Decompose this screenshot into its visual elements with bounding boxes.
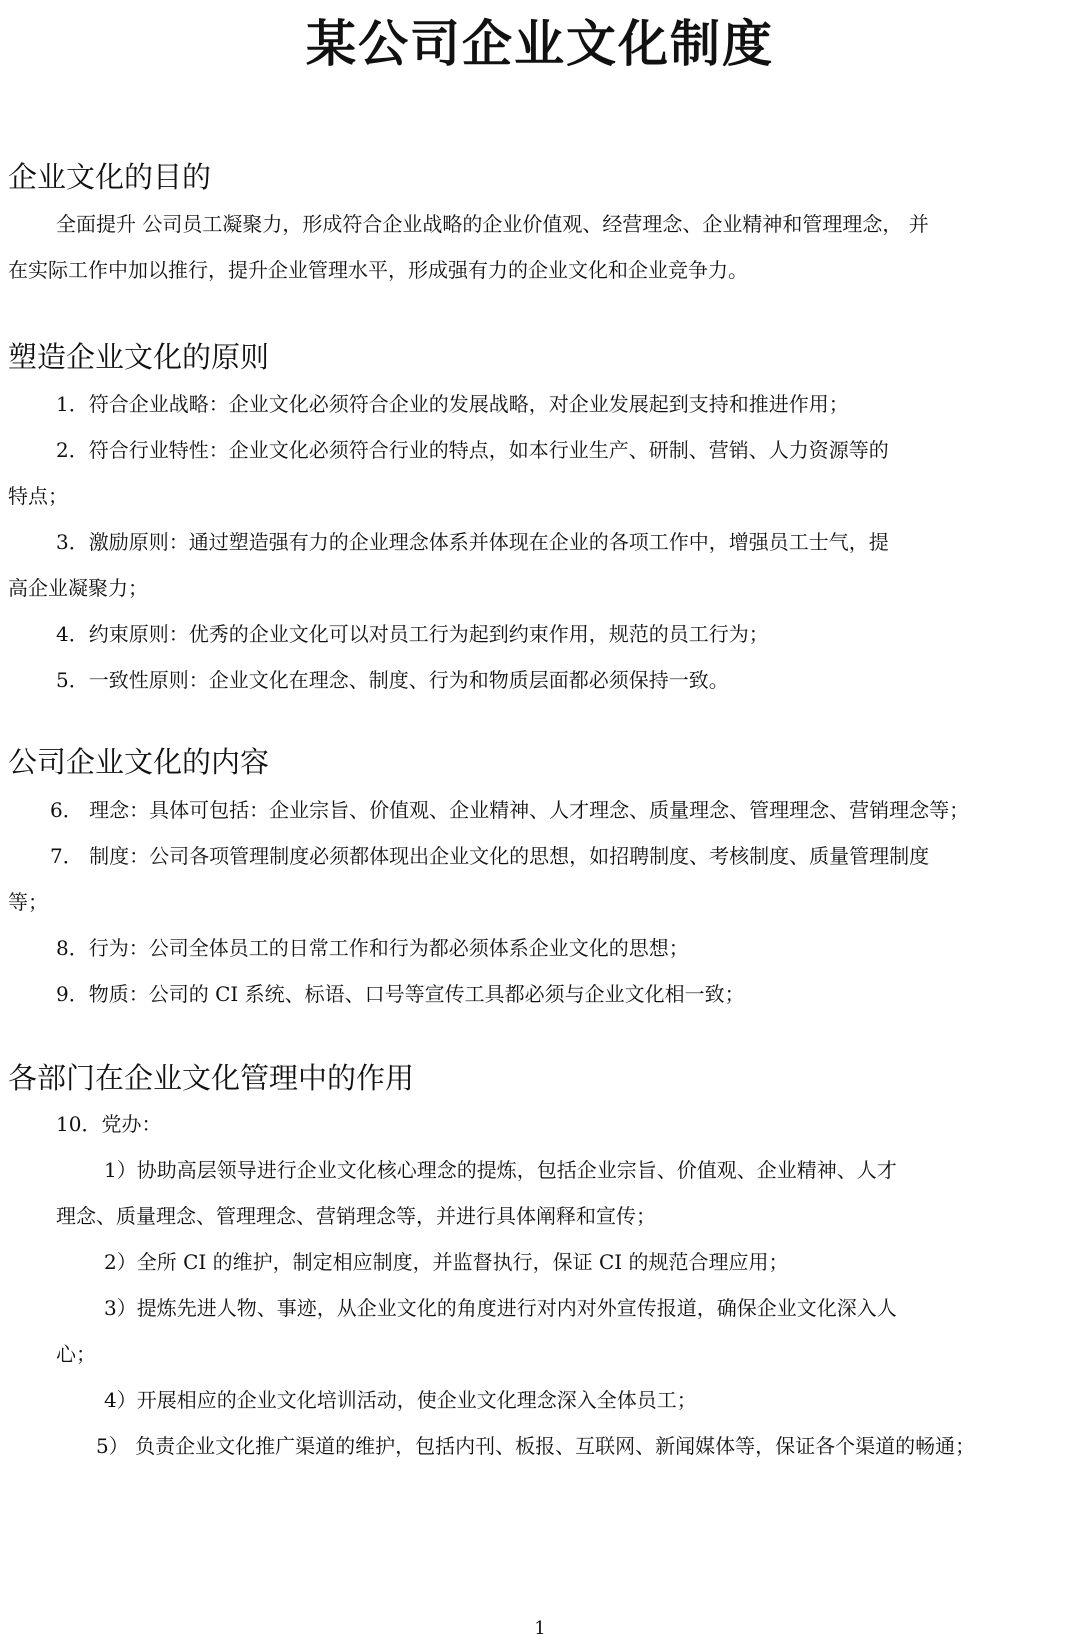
list-item: 2．符合行业特性：企业文化必须符合行业的特点，如本行业生产、研制、营销、人力资源等的 bbox=[56, 438, 889, 462]
paragraph-line: 在实际工作中加以推行，提升企业管理水平，形成强有力的企业文化和企业竞争力。 bbox=[8, 258, 748, 282]
section-heading-principles: 塑造企业文化的原则 bbox=[8, 340, 270, 374]
list-item: 3）提炼先进人物、事迹，从企业文化的角度进行对内对外宣传报道，确保企业文化深入人 bbox=[104, 1296, 897, 1320]
list-item: 10．党办： bbox=[56, 1112, 162, 1136]
list-item-continuation: 心； bbox=[56, 1342, 96, 1366]
page-title: 某公司企业文化制度 bbox=[306, 15, 774, 73]
section-heading-purpose: 企业文化的目的 bbox=[8, 160, 212, 194]
list-item-continuation: 特点； bbox=[8, 484, 68, 508]
list-item: 3．激励原则：通过塑造强有力的企业理念体系并体现在企业的各项工作中，增强员工士气，提 bbox=[56, 530, 889, 554]
section-heading-roles: 各部门在企业文化管理中的作用 bbox=[8, 1061, 415, 1095]
list-item: 7． 制度：公司各项管理制度必须都体现出企业文化的思想，如招聘制度、考核制度、质量管理制度 bbox=[50, 844, 930, 868]
list-item: 2）全所 CI 的维护，制定相应制度，并监督执行，保证 CI 的规范合理应用； bbox=[104, 1250, 789, 1274]
list-item-continuation: 高企业凝聚力； bbox=[8, 576, 148, 600]
list-item: 6． 理念：具体可包括：企业宗旨、价值观、企业精神、人才理念、质量理念、管理理念、营销理念等； bbox=[50, 798, 970, 822]
page-number: 1 bbox=[534, 1618, 546, 1639]
list-item-continuation: 理念、质量理念、管理理念、营销理念等，并进行具体阐释和宣传； bbox=[56, 1204, 656, 1228]
list-item: 5） 负责企业文化推广渠道的维护，包括内刊、板报、互联网、新闻媒体等，保证各个渠道的畅通； bbox=[96, 1434, 976, 1458]
list-item: 8．行为：公司全体员工的日常工作和行为都必须体系企业文化的思想； bbox=[56, 936, 689, 960]
list-item-continuation: 等； bbox=[8, 890, 48, 914]
list-item: 5．一致性原则：企业文化在理念、制度、行为和物质层面都必须保持一致。 bbox=[56, 668, 729, 692]
list-item: 4）开展相应的企业文化培训活动，使企业文化理念深入全体员工； bbox=[104, 1388, 697, 1412]
section-heading-content: 公司企业文化的内容 bbox=[8, 745, 270, 779]
list-item: 9．物质：公司的 CI 系统、标语、口号等宣传工具都必须与企业文化相一致； bbox=[56, 982, 745, 1006]
list-item: 4．约束原则：优秀的企业文化可以对员工行为起到约束作用，规范的员工行为； bbox=[56, 622, 769, 646]
list-item: 1）协助高层领导进行企业文化核心理念的提炼，包括企业宗旨、价值观、企业精神、人才 bbox=[104, 1158, 897, 1182]
paragraph-line: 全面提升 公司员工凝聚力，形成符合企业战略的企业价值观、经营理念、企业精神和管理理念， 并 bbox=[56, 212, 929, 236]
list-item: 1．符合企业战略：企业文化必须符合企业的发展战略，对企业发展起到支持和推进作用； bbox=[56, 392, 849, 416]
